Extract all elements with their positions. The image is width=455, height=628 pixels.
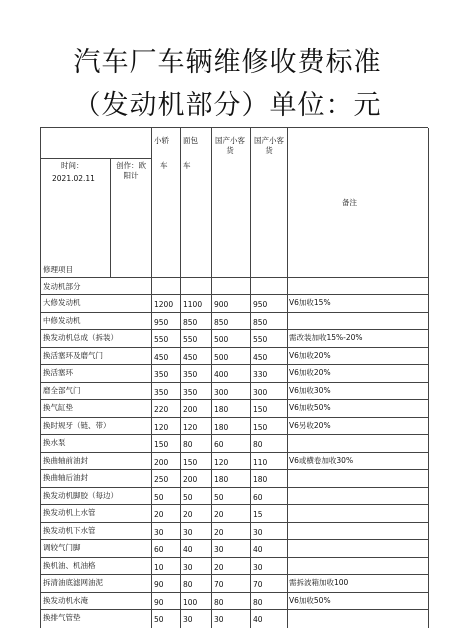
car-price-cell: 90 <box>154 597 164 607</box>
table-row <box>40 504 428 523</box>
small-truck-price-cell: 60 <box>214 440 224 449</box>
table-row <box>40 469 428 488</box>
bus-price-cell: 450 <box>183 352 198 362</box>
car-price-cell: 250 <box>154 475 169 484</box>
author-label: 创作：欧阳计 <box>116 161 146 180</box>
small-truck-price-cell-2: 300 <box>253 387 268 397</box>
bus-price-cell: 50 <box>183 492 193 502</box>
item-cell: 换发动机上水管 <box>43 508 96 517</box>
table-row <box>40 294 428 313</box>
car-price-cell: 220 <box>154 405 169 414</box>
car-price-cell: 350 <box>154 370 169 379</box>
car-price-cell: 30 <box>154 527 164 537</box>
bus-price-cell: 550 <box>183 335 198 344</box>
col-bus-label-b: 车 <box>183 161 191 170</box>
small-truck-price-cell-2: 60 <box>253 492 263 502</box>
item-cell: 中修发动机 <box>43 315 81 325</box>
car-price-cell: 20 <box>154 510 164 519</box>
car-price-cell: 450 <box>154 352 169 362</box>
table-row <box>40 452 428 471</box>
item-cell: 换活塞环 <box>43 368 73 377</box>
item-cell: 换机油、机油格 <box>43 560 96 570</box>
col-small-truck-label-2: 国产小客货 <box>254 136 284 155</box>
document-title: 汽车厂车辆维修收费标准 <box>73 47 382 78</box>
small-truck-price-cell-2: 110 <box>253 457 268 467</box>
item-cell: 换发动机脚胶（每边） <box>43 490 118 500</box>
item-cell: 大修发动机 <box>43 298 81 307</box>
small-truck-price-cell-2: 70 <box>253 580 263 589</box>
small-truck-price-cell-2: 850 <box>253 317 268 327</box>
bus-price-cell: 850 <box>183 317 198 327</box>
bus-price-cell: 40 <box>183 545 193 554</box>
car-price-cell: 90 <box>154 580 164 589</box>
car-price-cell: 60 <box>154 545 164 554</box>
small-truck-price-cell-2: 330 <box>253 370 268 379</box>
car-price-cell: 120 <box>154 422 169 432</box>
bus-price-cell: 350 <box>183 370 198 379</box>
col-small-truck-label: 国产小客货 <box>215 136 245 155</box>
car-price-cell: 50 <box>154 615 164 624</box>
item-cell: 换时规牙（链、带） <box>43 420 111 430</box>
small-truck-price-cell-2: 150 <box>253 405 268 414</box>
note-cell: 需改装加收15%-20% <box>289 333 363 342</box>
car-price-cell: 1200 <box>154 300 174 309</box>
small-truck-price-cell: 300 <box>214 387 229 397</box>
small-truck-price-cell: 180 <box>214 475 229 484</box>
bus-price-cell: 80 <box>183 440 193 449</box>
small-truck-price-cell-2: 15 <box>253 510 263 519</box>
document-subtitle: （发动机部分）单位：元 <box>73 90 382 121</box>
item-cell: 换气缸垫 <box>43 403 73 412</box>
bus-price-cell: 20 <box>183 510 193 519</box>
item-cell: 磨全部气门 <box>43 385 81 395</box>
item-cell: 换发动机水淹 <box>43 595 88 605</box>
item-cell: 换曲轴前油封 <box>43 455 88 465</box>
col-bus-label-a: 面包 <box>183 136 198 145</box>
small-truck-price-cell-2: 30 <box>253 562 263 572</box>
small-truck-price-cell-2: 40 <box>253 545 263 554</box>
item-cell: 换排气管垫 <box>43 613 81 622</box>
item-cell: 换发动机下水管 <box>43 525 96 535</box>
table-row <box>40 417 428 436</box>
time-label: 时间： <box>61 161 84 170</box>
bus-price-cell: 30 <box>183 562 193 572</box>
table-row <box>40 522 428 541</box>
table-row <box>40 592 428 611</box>
small-truck-price-cell-2: 80 <box>253 597 263 607</box>
note-cell: V6加收15% <box>289 298 331 307</box>
bus-price-cell: 200 <box>183 405 198 414</box>
small-truck-price-cell-2: 550 <box>253 335 268 344</box>
bus-price-cell: 350 <box>183 387 198 397</box>
fee-table <box>40 127 428 624</box>
car-price-cell: 150 <box>154 440 169 449</box>
small-truck-price-cell: 900 <box>214 300 229 309</box>
bus-price-cell: 30 <box>183 527 193 537</box>
item-cell: 换水泵 <box>43 438 66 447</box>
table-row <box>40 539 428 558</box>
table-row <box>40 557 428 576</box>
col-car-label-b: 车 <box>160 161 168 170</box>
section-row <box>40 277 428 295</box>
small-truck-price-cell-2: 30 <box>253 527 263 537</box>
bus-price-cell: 30 <box>183 615 193 624</box>
car-price-cell: 200 <box>154 457 169 467</box>
small-truck-price-cell: 20 <box>214 510 224 519</box>
small-truck-price-cell: 80 <box>214 597 224 607</box>
small-truck-price-cell-2: 450 <box>253 352 268 362</box>
col-note-label: 备注 <box>342 198 357 207</box>
small-truck-price-cell-2: 80 <box>253 440 263 449</box>
bus-price-cell: 100 <box>183 597 198 607</box>
bus-price-cell: 120 <box>183 422 198 432</box>
small-truck-price-cell-2: 180 <box>253 475 268 484</box>
small-truck-price-cell: 70 <box>214 580 224 589</box>
small-truck-price-cell: 20 <box>214 527 224 537</box>
small-truck-price-cell: 30 <box>214 615 224 624</box>
bus-price-cell: 80 <box>183 580 193 589</box>
table-header <box>40 127 428 278</box>
table-row <box>40 487 428 506</box>
item-column-label: 修理项目 <box>43 265 73 274</box>
small-truck-price-cell: 500 <box>214 335 229 344</box>
table-row <box>40 399 428 418</box>
small-truck-price-cell: 50 <box>214 492 224 502</box>
item-cell: 换活塞环及磨气门 <box>43 350 103 360</box>
car-price-cell: 50 <box>154 492 164 502</box>
small-truck-price-cell: 30 <box>214 545 224 554</box>
car-price-cell: 950 <box>154 317 169 327</box>
note-cell: V6加收20% <box>289 350 331 360</box>
section-label: 发动机部分 <box>43 282 81 291</box>
table-row <box>40 382 428 401</box>
small-truck-price-cell-2: 150 <box>253 422 268 432</box>
table-row <box>40 364 428 383</box>
note-cell: V6加收20% <box>289 368 331 377</box>
item-cell: 换曲轴后油封 <box>43 473 88 482</box>
time-value: 2021.02.11 <box>52 174 95 183</box>
note-cell: V6加收50% <box>289 595 331 605</box>
small-truck-price-cell: 180 <box>214 405 229 414</box>
table-row <box>40 434 428 453</box>
note-cell: 需拆波箱加收100 <box>289 578 349 587</box>
small-truck-price-cell: 500 <box>214 352 229 362</box>
table-row <box>40 312 428 331</box>
table-row <box>40 347 428 366</box>
item-cell: 调较气门脚 <box>43 543 81 552</box>
item-cell: 拆清油底滤网油泥 <box>43 578 103 587</box>
col-car-label-a: 小轿 <box>154 136 169 145</box>
item-cell: 换发动机总成（拆装） <box>43 333 118 342</box>
bus-price-cell: 1100 <box>183 300 203 309</box>
small-truck-price-cell-2: 950 <box>253 300 268 309</box>
small-truck-price-cell: 20 <box>214 562 224 572</box>
car-price-cell: 550 <box>154 335 169 344</box>
table-row <box>40 329 428 348</box>
car-price-cell: 350 <box>154 387 169 397</box>
small-truck-price-cell: 850 <box>214 317 229 327</box>
table-row <box>40 574 428 593</box>
note-cell: V6另收20% <box>289 420 331 430</box>
bus-price-cell: 150 <box>183 457 198 467</box>
note-cell: V6加收30% <box>289 385 331 395</box>
small-truck-price-cell-2: 40 <box>253 615 263 624</box>
bus-price-cell: 200 <box>183 475 198 484</box>
note-cell: V6或横卷加收30% <box>289 455 354 465</box>
small-truck-price-cell: 400 <box>214 370 229 379</box>
car-price-cell: 10 <box>154 562 164 572</box>
small-truck-price-cell: 120 <box>214 457 229 467</box>
note-cell: V6加收50% <box>289 403 331 412</box>
small-truck-price-cell: 180 <box>214 422 229 432</box>
